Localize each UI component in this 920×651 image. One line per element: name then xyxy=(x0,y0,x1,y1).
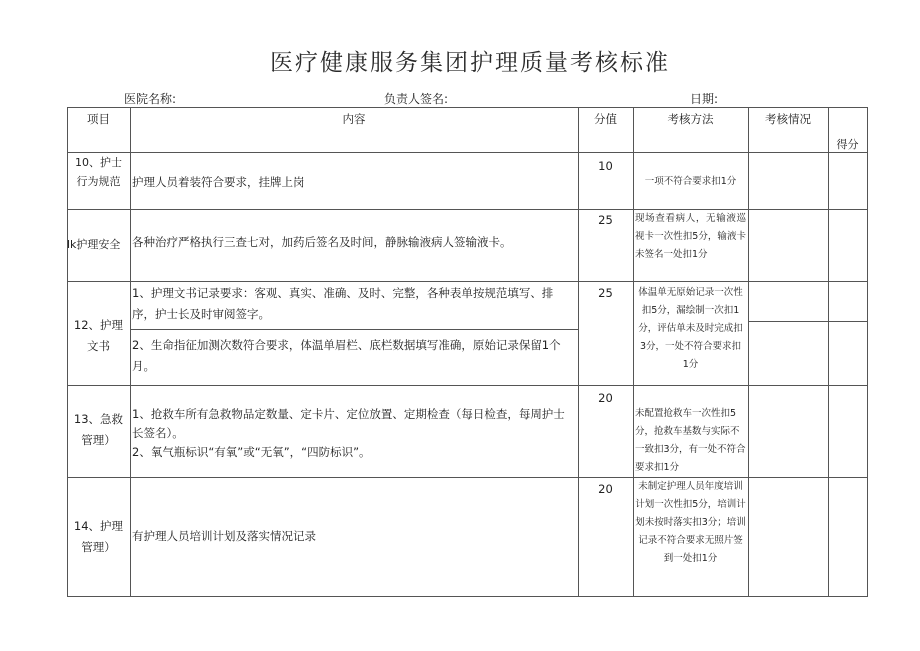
row-12-project: 12、护理文书 xyxy=(73,318,124,353)
row-12-method: 体温单无原始记录一次性扣5分，漏绘制一次扣1分，评估单未及时完成扣3分，一处不符合要求扣1分 xyxy=(638,287,743,370)
header-status: 考核情况 xyxy=(765,112,811,126)
page-title: 医疗健康服务集团护理质量考核标准 xyxy=(270,50,670,76)
column-divider xyxy=(748,107,749,597)
responsible-signature-label: 负责人签名: xyxy=(384,92,449,106)
row-12-content-2: 2、生命指征加测次数符合要求，体温单眉栏、底栏数据填写准确，原始记录保留1个月。 xyxy=(132,338,561,373)
column-divider xyxy=(578,107,579,597)
row-divider xyxy=(130,329,578,330)
row-14-score: 20 xyxy=(598,482,613,496)
row-13-method: 未配置抢救车一次性扣5分，抢救车基数与实际不一致扣3分，有一处不符合要求扣1分 xyxy=(635,408,746,473)
row-12-score: 25 xyxy=(598,286,613,300)
header-score: 分值 xyxy=(594,112,617,126)
column-divider xyxy=(130,107,131,597)
row-11-content: 各种治疗严格执行三查七对，加药后签名及时间，静脉输液病人签输液卡。 xyxy=(132,235,512,249)
row-14-content: 有护理人员培训计划及落实情况记录 xyxy=(132,529,316,543)
table-border-right xyxy=(867,107,868,597)
header-project: 项目 xyxy=(87,112,110,126)
row-divider xyxy=(748,321,868,322)
row-13-score: 20 xyxy=(598,391,613,405)
row-14-method: 未制定护理人员年度培训计划一次性扣5分，培训计划未按时落实扣3分；培训记录不符合要求无照片签到一处扣1分 xyxy=(635,481,746,564)
row-10-project: 10、护士行为规范 xyxy=(75,156,122,188)
column-divider xyxy=(828,107,829,597)
row-13-content: 1、抢救车所有急救物品定数量、定卡片、定位放置、定期检查（每日检查，每周护士长签名）。 2、氧气瓶标识“有氧”或“无氧”，“四防标识”。 xyxy=(132,407,565,459)
row-10-method: 一项不符合要求扣1分 xyxy=(644,176,737,187)
row-10-content: 护理人员着装符合要求，挂牌上岗 xyxy=(132,175,305,189)
row-11-score: 25 xyxy=(598,213,613,227)
row-11-project: lk护理安全 xyxy=(67,238,121,251)
row-10-score: 10 xyxy=(598,159,613,173)
header-result: 得分 xyxy=(836,138,859,151)
date-label: 日期: xyxy=(690,92,719,106)
row-13-project: 13、急救管理） xyxy=(73,412,124,447)
header-method: 考核方法 xyxy=(667,112,714,126)
header-content: 内容 xyxy=(342,112,366,126)
row-12-content-1: 1、护理文书记录要求：客观、真实、准确、及时、完整，各种表单按规范填写、排序，护士长及时审阅签字。 xyxy=(132,286,554,321)
hospital-name-label: 医院名称: xyxy=(124,92,177,106)
row-14-project: 14、护理管理） xyxy=(73,519,124,554)
row-11-method: 现场查看病人，无输液巡视卡一次性扣5分，输液卡未签名一处扣1分 xyxy=(635,213,746,260)
